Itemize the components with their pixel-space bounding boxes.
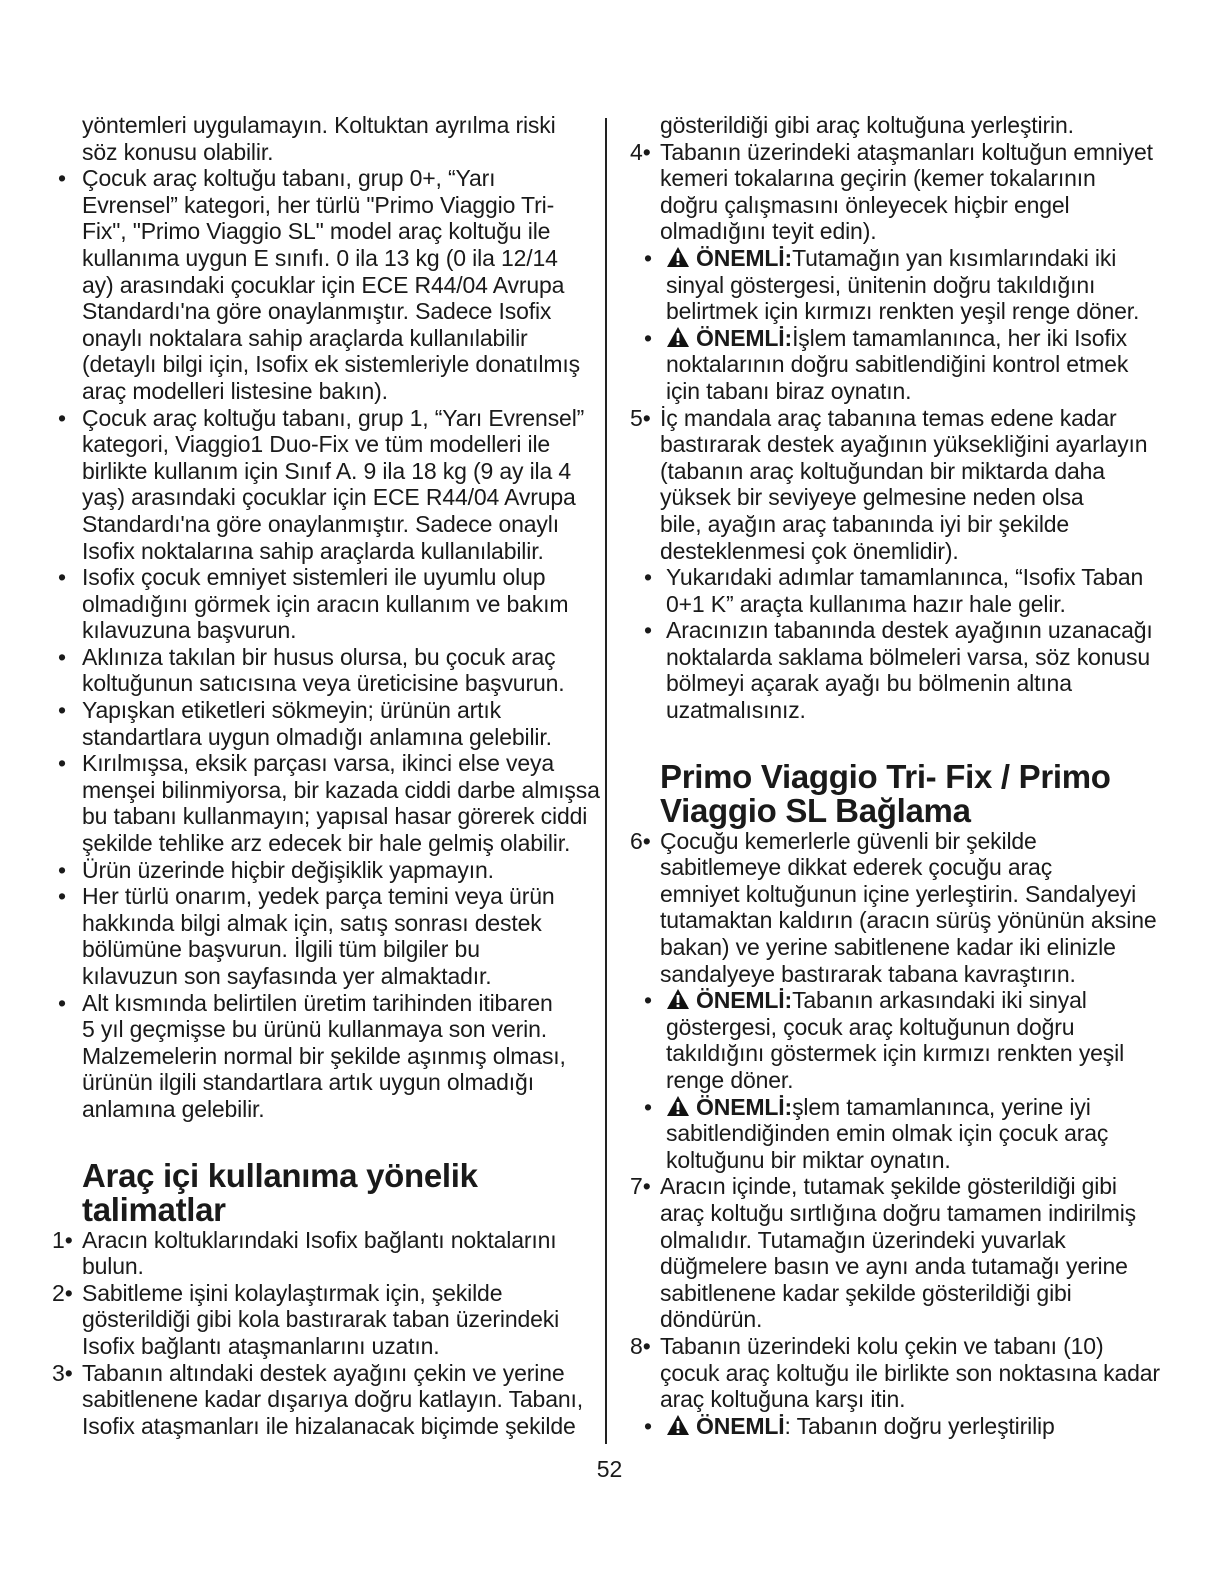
- text-line: yüksek bir seviyeye gelmesine neden olsa: [660, 484, 1084, 511]
- bullet-marker: •: [644, 324, 653, 351]
- text-line: araç koltuğuna karşı itin.: [660, 1386, 906, 1413]
- text-line: noktalarda saklama bölmeleri varsa, söz konusu: [666, 643, 1151, 670]
- numbered-step: [630, 405, 1175, 565]
- step-number: 5•: [630, 404, 651, 431]
- list-item: [52, 405, 592, 565]
- text-line: araç modelleri listesine bakın).: [82, 377, 388, 404]
- bullet-marker: •: [644, 244, 653, 271]
- warning-label: ÖNEMLİ:: [696, 244, 793, 271]
- text-line: sinyal göstergesi, ünitenin doğru takıldığını: [666, 271, 1096, 298]
- numbered-step: [52, 1227, 592, 1280]
- warning-item: [630, 1094, 1175, 1174]
- list-item: [52, 750, 600, 857]
- text-line: uzatmalısınız.: [666, 697, 806, 724]
- numbered-step: [630, 828, 1175, 988]
- text-line: Yapışkan etiketleri sökmeyin; ürünün artık: [82, 697, 501, 724]
- bullet-marker: •: [58, 989, 67, 1016]
- text-line: sandalyeye bastırarak tabana kavraştırın.: [660, 960, 1076, 987]
- text-line: Tabanın üzerindeki ataşmanları koltuğun emniyet: [660, 138, 1153, 165]
- warning-text: Tabanın arkasındaki iki sinyal: [792, 987, 1087, 1014]
- warning-text: İşlem tamamlanınca, her iki Isofix: [792, 324, 1127, 351]
- text-line: Tabanın üzerindeki kolu çekin ve tabanı (10): [660, 1332, 1104, 1359]
- text-line: yaş) arasındaki çocuklar için ECE R44/04 Avrupa: [82, 484, 576, 511]
- warning-first-line: [666, 1094, 1175, 1121]
- text-line: noktalarının doğru sabitlendiğini kontrol etmek: [666, 351, 1129, 378]
- text-line: bu tabanı kullanmayın; yapısal hasar görerek ciddi: [82, 803, 588, 830]
- list-item: [52, 165, 592, 404]
- warning-text: : Tabanın doğru yerleştirilip: [784, 1412, 1055, 1439]
- warning-label: ÖNEMLİ: [696, 1412, 785, 1439]
- text-line: doğru çalışmasını önleyecek hiçbir engel: [660, 191, 1070, 218]
- step-number: 1•: [52, 1226, 73, 1253]
- numbered-step: [52, 1360, 592, 1440]
- heading-line: Araç içi kullanıma yönelik: [82, 1156, 478, 1194]
- text-line: bastırarak destek ayağının yüksekliğini ayarlayın: [660, 431, 1148, 458]
- warning-text: şlem tamamlanınca, yerine iyi: [792, 1093, 1091, 1120]
- warning-item: [630, 1413, 1175, 1440]
- step-number: 4•: [630, 138, 651, 165]
- list-item: [52, 644, 592, 697]
- text-line: (tabanın araç koltuğundan bir miktarda daha: [660, 457, 1105, 484]
- text-line: 5 yıl geçmişse bu ürünü kullanmaya son verin.: [82, 1016, 547, 1043]
- bullet-marker: •: [58, 856, 67, 883]
- page-number: 52: [596, 1456, 623, 1482]
- text-line: onaylı noktalara sahip araçlarda kullanılabilir: [82, 324, 528, 351]
- bullet-marker: •: [58, 750, 67, 777]
- step-continuation: [630, 112, 1175, 139]
- text-line: döndürün.: [660, 1306, 763, 1333]
- text-line: Aracın koltuklarındaki Isofix bağlantı noktalarını: [82, 1226, 557, 1253]
- text-line: sabitlendiğinden emin olmak için çocuk araç: [666, 1120, 1109, 1147]
- section-heading: [52, 1156, 592, 1228]
- text-line: düğmelere basın ve aynı anda tutamağı yerine: [660, 1253, 1128, 1280]
- bullet-marker: •: [58, 883, 67, 910]
- bullet-marker: •: [644, 1093, 653, 1120]
- warning-first-line: [666, 325, 1175, 352]
- text-line: göstergesi, çocuk araç koltuğunun doğru: [666, 1013, 1075, 1040]
- column-divider: [605, 118, 607, 1444]
- text-line: Alt kısmında belirtilen üretim tarihinden itibaren: [82, 989, 553, 1016]
- text-line: yöntemleri uygulamayın. Koltuktan ayrılma riski: [82, 112, 556, 138]
- text-line: Malzemelerin normal bir şekilde aşınmış olması,: [82, 1042, 566, 1069]
- text-line: İç mandala araç tabanına temas edene kadar: [660, 404, 1117, 431]
- warning-triangle-icon: [666, 1414, 690, 1436]
- spacer: [52, 1123, 592, 1159]
- text-line: belirtmek için kırmızı renkten yeşil renge döner.: [666, 298, 1140, 325]
- list-item: [52, 697, 592, 750]
- numbered-step: [630, 1333, 1175, 1413]
- heading-line: Viaggio SL Bağlama: [660, 791, 971, 829]
- text-line: Evrensel” kategori, her türlü "Primo Viaggio Tri-: [82, 191, 555, 218]
- text-line: Çocuğu kemerlerle güvenli bir şekilde: [660, 827, 1037, 854]
- text-line: Isofix noktalarına sahip araçlarda kullanılabilir.: [82, 537, 544, 564]
- text-line: koltuğunu bir miktar oynatın.: [666, 1146, 951, 1173]
- warning-text: Tutamağın yan kısımlarındaki iki: [792, 244, 1117, 271]
- text-line: için tabanı biraz oynatın.: [666, 377, 912, 404]
- text-line: bölümüne başvurun. İlgili tüm bilgiler bu: [82, 936, 480, 963]
- intro-continuation: [52, 112, 592, 165]
- text-line: olmadığını teyit edin).: [660, 218, 877, 245]
- section-heading: [630, 757, 1175, 829]
- text-line: menşei bilinmiyorsa, bir kazada ciddi darbe almışsa: [82, 776, 600, 803]
- text-line: gösterildiği gibi araç koltuğuna yerleştirin.: [660, 112, 1074, 138]
- text-line: kullanıma uygun E sınıfı. 0 ila 13 kg (0 ila 12/14: [82, 244, 558, 271]
- text-line: Standardı'na göre onaylanmıştır. Sadece Isofix: [82, 298, 552, 325]
- text-line: hakkında bilgi almak için, satış sonrası destek: [82, 909, 542, 936]
- text-line: renge döner.: [666, 1067, 794, 1093]
- text-line: ürünün ilgili standartlara artık uygun olmadığı: [82, 1069, 534, 1096]
- text-line: sabitlenene kadar dışarıya doğru katlayın. Tabanı,: [82, 1386, 583, 1413]
- text-line: Çocuk araç koltuğu tabanı, grup 1, “Yarı Evrensel”: [82, 404, 585, 431]
- text-line: Isofix çocuk emniyet sistemleri ile uyumlu olup: [82, 564, 546, 591]
- text-line: olmadığını görmek için aracın kullanım ve bakım: [82, 590, 569, 617]
- warning-triangle-icon: [666, 246, 690, 268]
- text-line: araç koltuğu sırtlığına doğru tamamen indirilmiş: [660, 1199, 1137, 1226]
- list-item: [630, 617, 1175, 723]
- text-line: Kırılmışsa, eksik parçası varsa, ikinci else veya: [82, 750, 554, 777]
- bullet-marker: •: [644, 617, 653, 644]
- numbered-step: [52, 1280, 592, 1360]
- text-line: ay) arasındaki çocuklar için ECE R44/04 Avrupa: [82, 271, 565, 298]
- warning-item: [630, 987, 1175, 1093]
- text-line: kılavuzuna başvurun.: [82, 617, 297, 644]
- list-item: [52, 990, 592, 1123]
- text-line: bile, ayağın araç tabanında iyi bir şekilde: [660, 510, 1070, 537]
- bullet-marker: •: [58, 643, 67, 670]
- text-line: takıldığını göstermek için kırmızı renkten yeşil: [666, 1040, 1125, 1067]
- text-line: söz konusu olabilir.: [82, 138, 274, 165]
- bullet-marker: •: [58, 165, 67, 192]
- warning-label: ÖNEMLİ:: [696, 1093, 793, 1120]
- text-line: bakan) ve yerine sabitlenene kadar iki elinizle: [660, 934, 1116, 961]
- bullet-marker: •: [58, 697, 67, 724]
- text-line: Yukarıdaki adımlar tamamlanınca, “Isofix Taban: [666, 564, 1144, 591]
- text-line: Isofix bağlantı ataşmanlarını uzatın.: [82, 1332, 440, 1359]
- text-line: kategori, Viaggio1 Duo-Fix ve tüm modelleri ile: [82, 431, 551, 458]
- list-item: [52, 883, 592, 989]
- warning-triangle-icon: [666, 988, 690, 1010]
- bullet-marker: •: [644, 1412, 653, 1439]
- step-number: 2•: [52, 1279, 73, 1306]
- warning-first-line: [666, 245, 1175, 272]
- text-line: Her türlü onarım, yedek parça temini veya ürün: [82, 883, 555, 910]
- step-number: 7•: [630, 1173, 651, 1200]
- text-line: bulun.: [82, 1253, 144, 1280]
- text-line: çocuk araç koltuğu ile birlikte son noktasına kadar: [660, 1359, 1160, 1386]
- step-number: 8•: [630, 1332, 651, 1359]
- text-line: Aracınızın tabanında destek ayağının uzanacağı: [666, 617, 1153, 644]
- numbered-step: [630, 139, 1175, 245]
- text-line: birlikte kullanım için Sınıf A. 9 ila 18 kg (9 ay ila 4: [82, 457, 572, 484]
- list-item: [630, 564, 1175, 617]
- warning-label: ÖNEMLİ:: [696, 324, 793, 351]
- text-line: Tabanın altındaki destek ayağını çekin ve yerine: [82, 1359, 565, 1386]
- text-line: desteklenmesi çok önemlidir).: [660, 537, 959, 564]
- list-item: [52, 857, 592, 884]
- text-line: Fix", "Primo Viaggio SL" model araç koltuğu ile: [82, 218, 551, 245]
- text-line: Aracın içinde, tutamak şekilde gösterildiği gibi: [660, 1173, 1117, 1200]
- text-line: Sabitleme işini kolaylaştırmak için, şekilde: [82, 1279, 503, 1306]
- text-line: Çocuk araç koltuğu tabanı, grup 0+, “Yarı: [82, 165, 496, 192]
- spacer: [630, 724, 1175, 760]
- text-line: sabitlemeye dikkat ederek çocuğu araç: [660, 854, 1053, 881]
- list-item: [52, 564, 592, 644]
- text-line: gösterildiği gibi kola bastırarak taban üzerindeki: [82, 1306, 560, 1333]
- text-line: olmalıdır. Tutamağın üzerindeki yuvarlak: [660, 1226, 1066, 1253]
- warning-item: [630, 325, 1175, 405]
- heading-line: talimatlar: [82, 1190, 226, 1228]
- step-number: 6•: [630, 827, 651, 854]
- left-column: [52, 112, 600, 1439]
- warning-item: [630, 245, 1175, 325]
- text-line: koltuğunun satıcısına veya üreticisine başvurun.: [82, 670, 565, 697]
- text-line: emniyet koltuğunun içine yerleştirin. Sandalyeyi: [660, 880, 1137, 907]
- bullet-marker: •: [58, 564, 67, 591]
- warning-first-line: [666, 1413, 1175, 1440]
- text-line: 0+1 K” araçta kullanıma hazır hale gelir.: [666, 590, 1066, 617]
- heading-line: Primo Viaggio Tri- Fix / Primo: [660, 757, 1111, 795]
- text-line: kemeri tokalarına geçirin (kemer tokalarının: [660, 165, 1096, 192]
- bullet-marker: •: [644, 987, 653, 1014]
- numbered-step: [630, 1173, 1175, 1333]
- text-line: şekilde tehlike arz edecek bir hale gelmiş olabilir.: [82, 830, 571, 857]
- text-line: anlamına gelebilir.: [82, 1095, 265, 1122]
- text-line: bölmeyi açarak ayağı bu bölmenin altına: [666, 670, 1072, 697]
- right-column: [630, 112, 1175, 1439]
- text-line: (detaylı bilgi için, Isofix ek sistemleriyle donatılmış: [82, 351, 580, 378]
- text-line: Aklınıza takılan bir husus olursa, bu çocuk araç: [82, 643, 556, 670]
- text-line: Isofix ataşmanları ile hizalanacak biçimde şekilde: [82, 1412, 576, 1439]
- text-line: standartlara uygun olmadığı anlamına gelebilir.: [82, 723, 552, 750]
- warning-triangle-icon: [666, 1095, 690, 1117]
- text-line: Standardı'na göre onaylanmıştır. Sadece onaylı: [82, 510, 559, 537]
- text-line: sabitlenene kadar şekilde gösterildiği gibi: [660, 1279, 1072, 1306]
- step-number: 3•: [52, 1359, 73, 1386]
- warning-label: ÖNEMLİ:: [696, 987, 793, 1014]
- text-line: kılavuzun son sayfasında yer almaktadır.: [82, 963, 492, 989]
- bullet-marker: •: [644, 564, 653, 591]
- text-line: Ürün üzerinde hiçbir değişiklik yapmayın.: [82, 856, 494, 883]
- bullet-marker: •: [58, 404, 67, 431]
- warning-first-line: [666, 987, 1175, 1014]
- text-line: tutamaktan kaldırın (aracın sürüş yönünün aksine: [660, 907, 1157, 934]
- warning-triangle-icon: [666, 326, 690, 348]
